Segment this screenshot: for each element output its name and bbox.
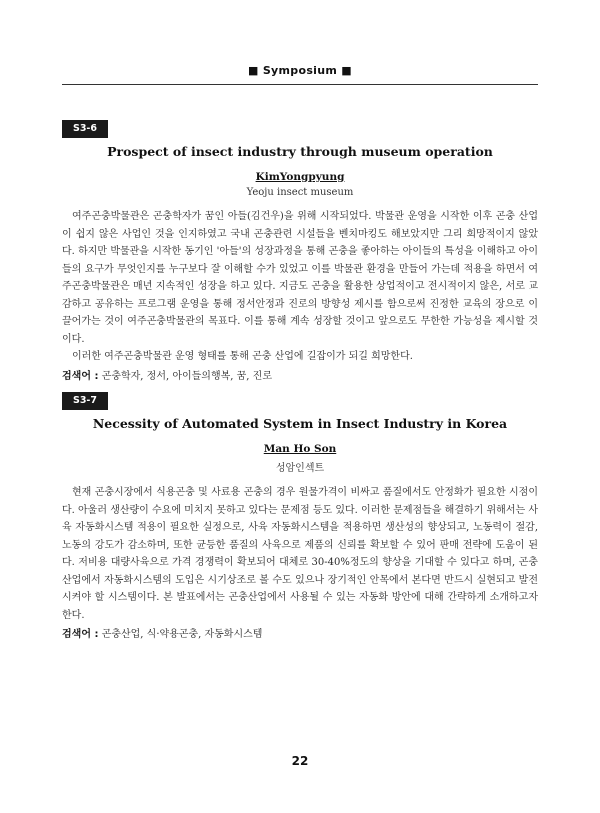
keywords-label: 검색어 : (62, 629, 99, 640)
page-number: 22 (291, 754, 309, 768)
keywords-label: 검색어 : (62, 370, 99, 382)
author-name: Man Ho Son (263, 443, 337, 455)
keywords-line (62, 626, 538, 643)
author-affiliation: Yeoju insect museum (246, 187, 354, 198)
running-header: ■ Symposium ■ (248, 64, 352, 77)
header-divider (62, 84, 538, 85)
session-code-badge: S3-7 (62, 392, 108, 410)
session-code-badge: S3-6 (62, 120, 108, 138)
abstract-closing-line: 이러한 여주곤충박물관 운영 형태를 통해 곤충 산업에 길잡이가 되길 희망한다. (72, 351, 413, 362)
abstract-section-s3-7 (62, 388, 538, 643)
abstract-title: Prospect of insect industry through museum operation (107, 144, 493, 159)
abstract-title: Necessity of Automated System in Insect Industry in Korea (92, 416, 508, 431)
keywords-line (62, 368, 538, 385)
abstract-body: 현재 곤충시장에서 식용곤충 및 사료용 곤충의 경우 원물가격이 비싸고 품질에서도 안정화가 필요한 시점이다. 아울러 생산량이 수요에 미치지 못하고 있다는 문제점 등도 있다. 이러한 문제점들을 해결하기 위해서는 사육 자동화시스템 적용이 필요한 실정으로, 사육 자동화시스템을 적용하면 생산성의 향상되고, 노동력이 절감, 노동의 강도가 감소하며, 또한 균등한 품질의 사육으로 제품의 신뢰를 확보할 수 있어 판매 전략에 도움이 된다. 저비용 대량사육으로 가격 경쟁력이 확보되어 대체로 30-40%정도의 향상을 기대할 수 있다고 하며, 곤충산업에서 자동화시스템의 도입은 시기상조로 볼 수도 있으나 장기적인 안목에서 본다면 반드시 실현되고 발전시켜야 할 시스템이다. 본 발표에서는 곤충산업에서 사용될 수 있는 자동화 방안에 대해 간략하게 소개하고자 한다. (62, 487, 538, 621)
keywords-value: 곤충학자, 정서, 아이들의행복, 꿈, 진로 (101, 370, 272, 382)
author-name: KimYongpyung (255, 171, 345, 183)
keywords-value: 곤충산업, 식·약용곤충, 자동화시스템 (101, 629, 263, 640)
abstract-section-s3-6 (62, 116, 538, 385)
author-affiliation: 성암인섹트 (275, 463, 325, 474)
abstract-body: 여주곤충박물관은 곤충학자가 꿈인 아들(김건우)을 위해 시작되었다. 박물관 운영을 시작한 이후 곤충 산업이 쉽지 않은 사업인 것을 인지하였고 국내 곤충관련 시설들을 벤치마킹도 해보았지만 그리 희망적이지 않았다. 하지만 박물관을 시작한 동기인 '아들'의 성장과정을 통해 곤충을 좋아하는 아이들의 특성을 이해하고 아이들의 요구가 무엇인지를 누구보다 잘 이해할 수가 있었고 이를 박물관 환경을 만들어 가는데 적용을 하면서 여주곤충박물관은 매년 지속적인 성장을 하고 있다. 지금도 곤충을 활용한 상업적이고 전시적이지 않은, 서로 교감하고 공유하는 프로그램 운영을 통해 정서안정과 진로의 방향성 제시를 함으로써 진정한 교육의 장으로 이끌어가는 것이 여주곤충박물관의 목표다. 이를 통해 계속 성장할 것이고 앞으로도 무한한 가능성을 제시할 것이다. (62, 211, 538, 345)
